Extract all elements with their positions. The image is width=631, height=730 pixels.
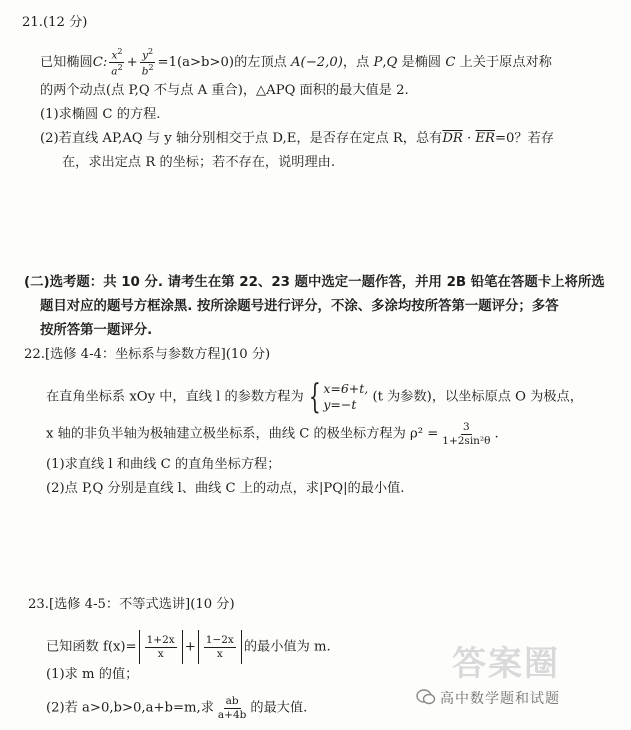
section2-line1: (二)选考题：共 10 分. 请考生在第 22、23 题中选定一题作答，并用 2B 铅笔在答题卡上将所选 xyxy=(24,275,605,290)
fraction-ab: $\frac{ab}{a+4b}$ xyxy=(217,695,247,721)
q23-line1: 已知函数 f(x)= $\frac{1+2x}{x}$ + $\frac{1-2x}{x}$ 的最小值为 m. xyxy=(46,630,331,664)
q21-line1: 已知椭圆C: $\frac{x^2}{a^2}$ + $\frac{y^2}{b^2}$ =1(a>b>0)的左顶点 A(−2,0)，点 P,Q 是椭圆 C 上关于原点对称 xyxy=(40,47,552,78)
q23-sub2: (2)若 a>0,b>0,a+b=m,求 $\frac{ab}{a+4b}$ 的最大值. xyxy=(46,695,308,721)
q21-sub2-line1: (2)若直线 AP,AQ 与 y 轴分别相交于点 D,E，是否存在定点 R，总有$\overline{DR} \cdot \overline{ER}=0$？若存 xyxy=(40,131,554,146)
q21-line2: 的两个动点(点 P,Q 不与点 A 重合)，△APQ 面积的最大值是 2. xyxy=(40,83,409,98)
wechat-icon xyxy=(416,688,436,706)
q22-sub2: (2)点 P,Q 分别是直线 l、曲线 C 上的动点，求|PQ|的最小值. xyxy=(46,481,405,496)
q22-line2: x 轴的非负半轴为极轴建立极坐标系，曲线 C 的极坐标方程为 ρ² = $\frac{3}{\text{1+2sin²θ}}$ . xyxy=(46,421,499,447)
abs-term-2: $\frac{1-2x}{x}$ xyxy=(198,630,242,664)
watermark-source: 高中数学题和试题 xyxy=(440,691,560,707)
q22-header: 22.[选修 4-4：坐标系与参数方程](10 分) xyxy=(24,347,271,362)
q23-header: 23.[选修 4-5：不等式选讲](10 分) xyxy=(28,597,235,612)
fraction-x2-a2: $\frac{x^2}{a^2}$ xyxy=(111,47,123,78)
fraction-y2-b2: $\frac{y^2}{b^2}$ xyxy=(141,47,154,78)
section2-line3: 按所答第一题评分. xyxy=(40,323,153,338)
section2-line2: 题目对应的题号方框涂黑. 按所涂题号进行评分，不涂、多涂均按所答第一题评分；多答 xyxy=(40,299,559,314)
parametric-system: { x=6+t, y=−t xyxy=(308,377,369,417)
q21-sub2-line2: 在，求出定点 R 的坐标；若不存在，说明理由. xyxy=(62,155,336,170)
abs-term-1: $\frac{1+2x}{x}$ xyxy=(139,630,183,664)
q22-sub1: (1)求直线 l 和曲线 C 的直角坐标方程； xyxy=(46,457,281,472)
fraction-polar: $\frac{3}{\text{1+2sin²θ}}$ xyxy=(442,421,491,447)
q23-sub1: (1)求 m 的值； xyxy=(46,667,139,682)
q21-sub1: (1)求椭圆 C 的方程. xyxy=(40,107,161,122)
watermark-logo: 答案圈 xyxy=(452,644,560,684)
q22-line1: 在直角坐标系 xOy 中，直线 l 的参数方程为 { x=6+t, y=−t (t 为参数)，以坐标原点 O 为极点， xyxy=(46,377,583,417)
q21-header: 21.(12 分) xyxy=(22,15,88,30)
